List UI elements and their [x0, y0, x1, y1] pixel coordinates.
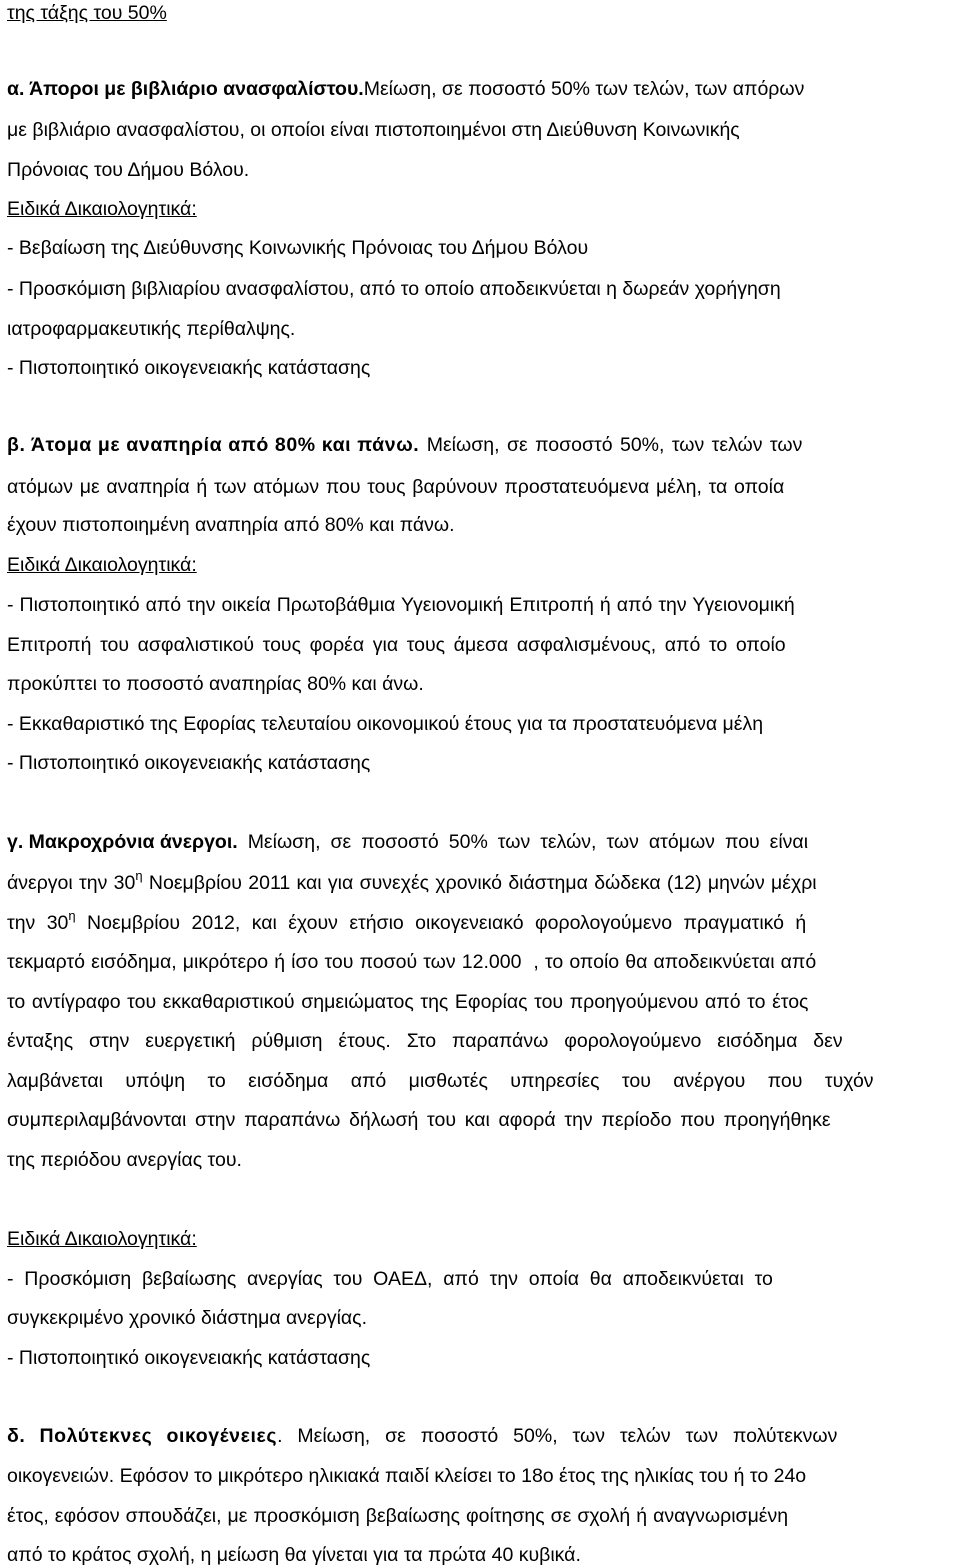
section-a-doc-2 — [7, 277, 955, 301]
section-c-line-1 — [7, 830, 955, 854]
section-c-line-6 — [7, 1029, 955, 1053]
section-b-doc-4 — [7, 712, 955, 736]
section-b-text: ατόμων με αναπηρία ή των ατόμων που τους βαρύνουν προστατευόμενα μέλη, τα οποία — [7, 476, 785, 498]
section-c-text: Νοεμβρίου 2011 και για συνεχές χρονικό διάστημα δώδεκα (12) μηνών μέχρι — [142, 872, 817, 894]
section-a-text: Μείωση, σε ποσοστό 50% των τελών, των απόρων — [363, 78, 805, 100]
section-c-line-3 — [7, 908, 955, 935]
doc-item: - Πιστοποιητικό από την οικεία Πρωτοβάθμια Υγειονομική Επιτροπή ή από την Υγειονομική — [7, 594, 795, 616]
section-c-text: Μείωση, σε ποσοστό 50% των τελών, των ατόμων που είναι — [237, 831, 809, 853]
section-c-text: συμπεριλαμβάνονται στην παραπάνω δήλωσή του και αφορά την περίοδο που προηγήθηκε — [7, 1109, 831, 1131]
section-b-line-2 — [7, 475, 955, 499]
section-b-title: β. Άτομα με αναπηρία από 80% και πάνω. — [7, 434, 420, 456]
section-d-title: δ. Πολύτεκνες οικογένειες — [7, 1425, 278, 1447]
section-c-text: το αντίγραφο του εκκαθαριστικού σημειώματος της Εφορίας του προηγούμενου από το έτος — [7, 991, 809, 1013]
section-d-line-2 — [7, 1464, 955, 1488]
section-b-docs-heading — [7, 553, 955, 577]
section-c-line-4 — [7, 950, 955, 974]
section-c-text: Νοεμβρίου 2012, και έχουν ετήσιο οικογενειακό φορολογούμενο πραγματικό ή — [75, 912, 807, 934]
section-c-line-9 — [7, 1148, 955, 1172]
section-b-line-1 — [7, 433, 955, 457]
section-a-title: α. Άποροι με βιβλιάριο ανασφαλίστου. — [7, 78, 364, 100]
section-d-text: οικογενειών. Εφόσον το μικρότερο ηλικιακά παιδί κλείσει το 18ο έτος της ηλικίας του ή το 24ο — [7, 1465, 807, 1487]
section-b-doc-3 — [7, 672, 955, 696]
section-c-text: άνεργοι την 30 — [7, 872, 136, 894]
section-a-line-2 — [7, 118, 955, 142]
superscript: η — [135, 868, 143, 883]
section-d-text: από το κράτος σχολή, η μείωση θα γίνεται για τα πρώτα 40 κυβικά. — [7, 1544, 581, 1566]
section-a-line-3 — [7, 158, 955, 182]
doc-item: - Εκκαθαριστικό της Εφορίας τελευταίου οικονομικού έτους για τα προστατευόμενα μέλη — [7, 713, 764, 735]
section-b-text: Μείωση, σε ποσοστό 50%, των τελών των — [419, 434, 803, 456]
section-b-text: έχουν πιστοποιημένη αναπηρία από 80% και πάνω. — [7, 514, 455, 536]
section-a-doc-3 — [7, 317, 955, 341]
doc-item: Επιτροπή του ασφαλιστικού τους φορέα για τους άμεσα ασφαλισμένους, από το οποίο — [7, 634, 786, 656]
section-a-doc-1 — [7, 236, 955, 260]
docs-heading: Ειδικά Δικαιολογητικά: — [7, 198, 197, 220]
section-c-doc-2 — [7, 1306, 955, 1330]
section-a-doc-4 — [7, 356, 955, 380]
section-c-title: γ. Μακροχρόνια άνεργοι. — [7, 831, 238, 853]
doc-item: - Πιστοποιητικό οικογενειακής κατάστασης — [7, 357, 371, 379]
section-d-line-4 — [7, 1543, 955, 1567]
intro-fragment: της τάξης του 50% — [7, 2, 167, 24]
section-b-line-3 — [7, 513, 955, 537]
text-line — [7, 1, 955, 25]
section-c-text: την 30 — [7, 912, 69, 934]
doc-item: - Πιστοποιητικό οικογενειακής κατάστασης — [7, 1347, 371, 1369]
doc-item: ιατροφαρμακευτικής περίθαλψης. — [7, 318, 296, 340]
section-c-line-2 — [7, 868, 955, 895]
docs-heading: Ειδικά Δικαιολογητικά: — [7, 1228, 197, 1250]
docs-heading: Ειδικά Δικαιολογητικά: — [7, 554, 197, 576]
doc-item: - Προσκόμιση βιβλιαρίου ανασφαλίστου, από το οποίο αποδεικνύεται η δωρεάν χορήγηση — [7, 278, 781, 300]
section-c-text: , το οποίο θα αποδεικνύεται από — [533, 951, 817, 973]
section-d-line-3 — [7, 1504, 955, 1528]
section-b-doc-5 — [7, 751, 955, 775]
section-a-text: Πρόνοιας του Δήμου Βόλου. — [7, 159, 250, 181]
section-c-line-8 — [7, 1108, 955, 1132]
section-c-text: λαμβάνεται υπόψη το εισόδημα από μισθωτές υπηρεσίες του ανέργου που τυχόν — [7, 1070, 874, 1092]
section-a-text: με βιβλιάριο ανασφαλίστου, οι οποίοι είναι πιστοποιημένοι στη Διεύθυνση Κοινωνικής — [7, 119, 740, 141]
doc-item: προκύπτει το ποσοστό αναπηρίας 80% και άνω. — [7, 673, 424, 695]
section-d-text: έτος, εφόσον σπουδάζει, με προσκόμιση βεβαίωσης φοίτησης σε σχολή ή αναγνωρισμένη — [7, 1505, 789, 1527]
section-c-doc-1 — [7, 1267, 955, 1291]
section-d-text: . Μείωση, σε ποσοστό 50%, των τελών των πολύτεκνων — [277, 1425, 838, 1447]
doc-item: συγκεκριμένο χρονικό διάστημα ανεργίας. — [7, 1307, 367, 1329]
section-c-text: ένταξης στην ευεργετική ρύθμιση έτους. Στο παραπάνω φορολογούμενο εισόδημα δεν — [7, 1030, 843, 1052]
section-d-line-1 — [7, 1424, 955, 1448]
section-a-docs-heading — [7, 197, 955, 221]
superscript: η — [68, 908, 76, 923]
section-c-text: τεκμαρτό εισόδημα, μικρότερο ή ίσο του ποσού των 12.000 — [7, 951, 522, 973]
section-b-doc-2 — [7, 633, 955, 657]
section-c-text: της περιόδου ανεργίας του. — [7, 1149, 242, 1171]
section-c-docs-heading — [7, 1227, 955, 1251]
doc-item: - Βεβαίωση της Διεύθυνσης Κοινωνικής Πρόνοιας του Δήμου Βόλου — [7, 237, 589, 259]
section-a-line-1 — [7, 77, 955, 101]
section-c-doc-3 — [7, 1346, 955, 1370]
doc-item: - Πιστοποιητικό οικογενειακής κατάστασης — [7, 752, 371, 774]
doc-item: - Προσκόμιση βεβαίωσης ανεργίας του ΟΑΕΔ, από την οποία θα αποδεικνύεται το — [7, 1268, 773, 1290]
section-c-line-7 — [7, 1069, 955, 1093]
section-c-line-5 — [7, 990, 955, 1014]
section-b-doc-1 — [7, 593, 955, 617]
